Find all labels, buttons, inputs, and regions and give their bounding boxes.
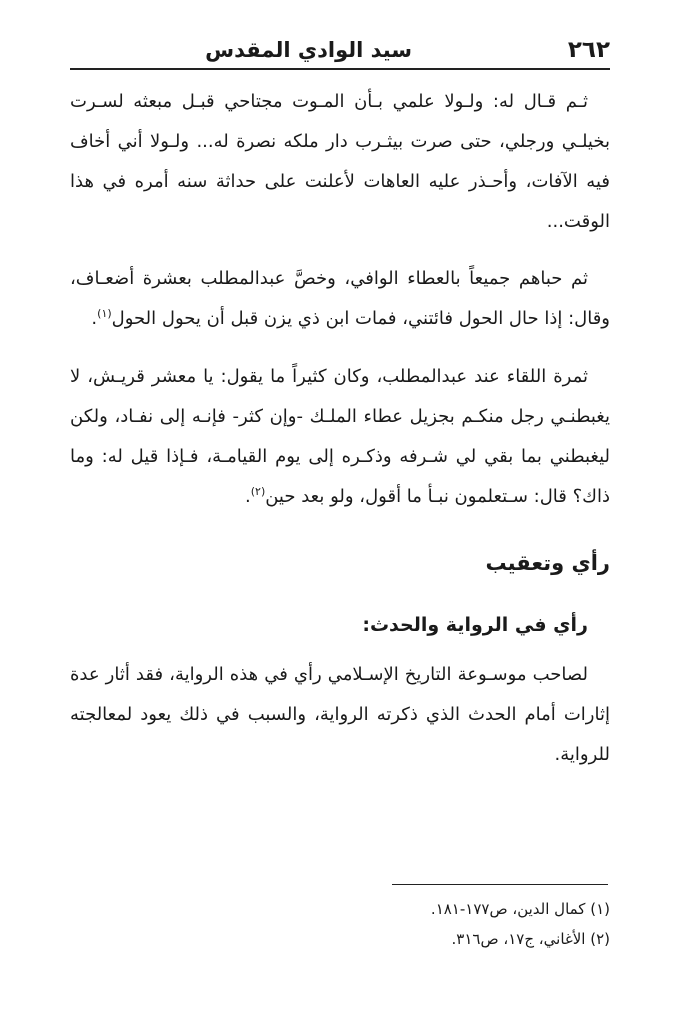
footnotes (200, 894, 610, 954)
closing-paragraph: لصاحب موسـوعة التاريخ الإسـلامي رأي في هذه الرواية، فقد أثار عدة إثارات أمام الحدث الذي ذكرته الرواية، والسبب في ذلك يعود لمعالجته للرواية. (70, 664, 610, 765)
footnote-2: (٢) الأغاني، ج١٧، ص٣١٦. (451, 930, 610, 948)
body-text (70, 82, 610, 775)
paragraph-2-text: ثم حباهم جميعاً بالعطاء الوافي، وخصَّ عبدالمطلب بعشرة أضعـاف، وقال: إذا حال الحول فائتني، فمات ابن ذي يزن قبل أن يحول الحول (70, 268, 610, 329)
footnote-ref-2: (٢) (250, 485, 266, 498)
page-number: ٢٦٢ (567, 37, 610, 63)
paragraph-3 (70, 357, 610, 517)
paragraph-1 (70, 82, 610, 242)
subsection-title: رأي في الرواية والحدث: (362, 614, 588, 636)
paragraph-3-text: ثمرة اللقاء عند عبدالمطلب، وكان كثيراً ما يقول: يا معشر قريـش، لا يغبطنـي رجل منكـم بجزيل عطاء الملـك -وإن كثر- فإنـه إلى نفـاد، ولكن ليغبطني بما بقي لي شـرفه وذكـره إلى يوم القيامـة، فـإذا قيل له: وما ذاك؟ قال: سـتعلمون نبـأ ما أقول، ولو بعد حين (70, 366, 610, 507)
paragraph-2 (70, 259, 610, 339)
page-header (70, 36, 610, 64)
section-title: رأي وتعقيب (485, 551, 610, 575)
footnote-ref-1: (١) (97, 307, 112, 320)
running-title: سيد الوادي المقدس (205, 38, 412, 62)
paragraph-1-text: ثـم قـال له: ولـولا علمي بـأن المـوت مجتاحي قبـل مبعثه لسـرت بخيلـي ورجلي، حتى صرت بيثـرب دار ملكه نصرة له... ولـولا أني أخاف فيه الآفات، وأحـذر عليه العاهات لأعلنت على حداثة سنه أمره في هذا الوقت... (70, 91, 610, 232)
paragraph-3-period: . (244, 486, 251, 507)
footnote-1: (١) كمال الدين، ص١٧٧-١٨١. (430, 900, 610, 918)
header-rule (70, 68, 610, 70)
paragraph-2-period: . (91, 308, 98, 329)
footnote-rule (392, 884, 608, 885)
